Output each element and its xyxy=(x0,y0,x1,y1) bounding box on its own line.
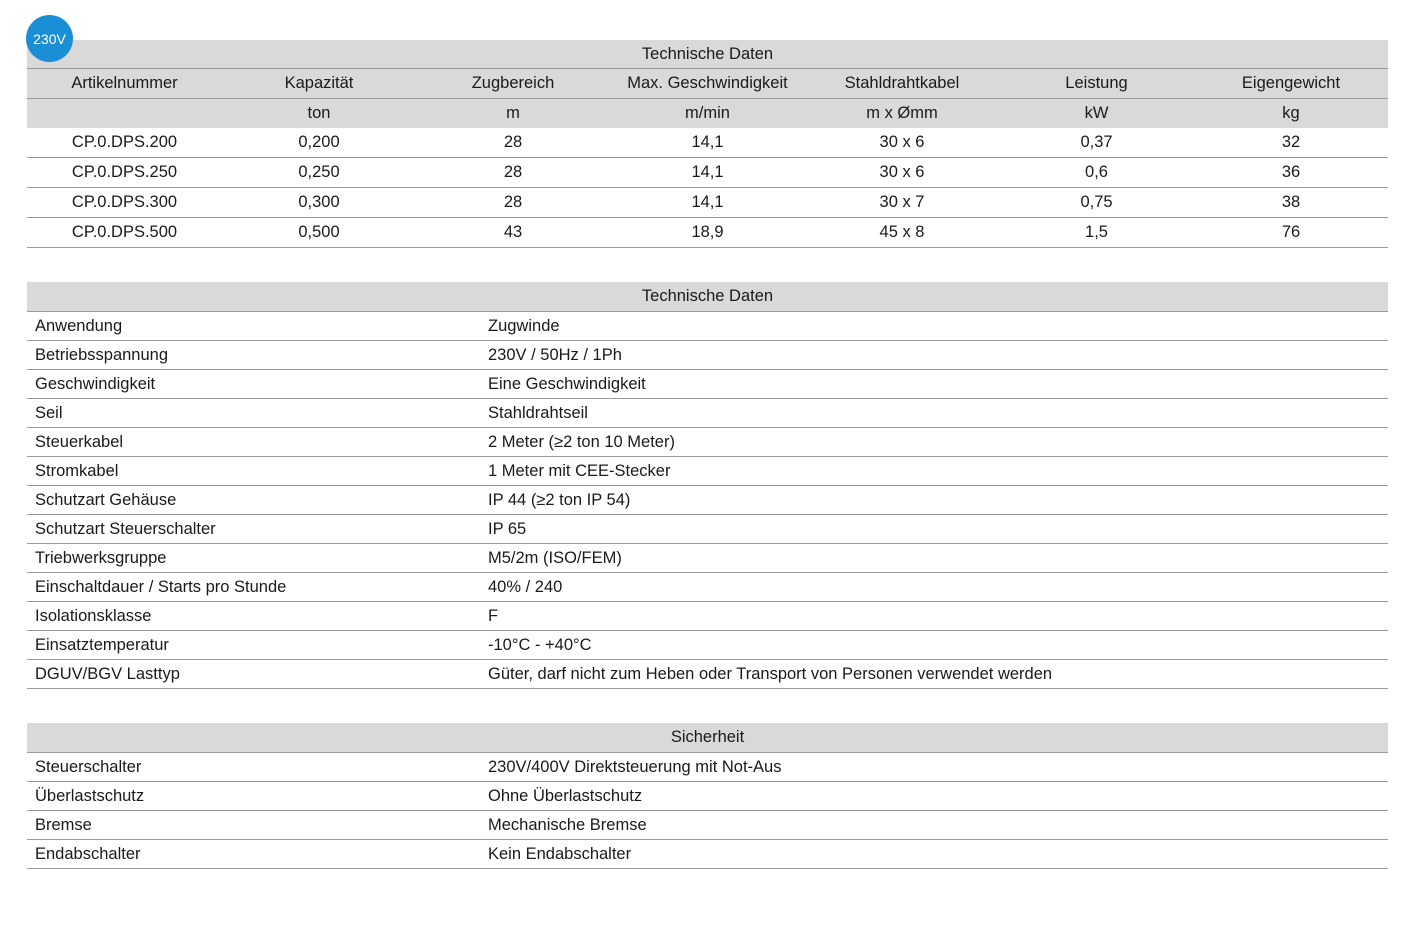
table-row xyxy=(27,840,1388,869)
specs-header-row xyxy=(27,69,1388,99)
table-row xyxy=(27,782,1388,811)
table-row xyxy=(27,370,1388,399)
table-cell: 32 xyxy=(1281,133,1301,151)
row-label: Einschaltdauer / Starts pro Stunde xyxy=(35,577,287,596)
table-cell: 28 xyxy=(503,133,523,151)
table-row xyxy=(27,753,1388,782)
safety-title: Sicherheit xyxy=(27,723,1388,753)
voltage-badge: 230V xyxy=(26,15,73,62)
column-header: Leistung xyxy=(1065,74,1128,92)
table-row xyxy=(27,602,1388,631)
row-value: Eine Geschwindigkeit xyxy=(488,374,646,393)
table-row xyxy=(27,631,1388,660)
table-row xyxy=(27,128,1388,158)
table-row xyxy=(27,457,1388,486)
row-value: Kein Endabschalter xyxy=(488,844,632,863)
table-row xyxy=(27,660,1388,689)
table-cell: 45 x 8 xyxy=(879,223,925,241)
table-cell: 30 x 6 xyxy=(879,133,925,151)
row-value: 1 Meter mit CEE-Stecker xyxy=(488,461,671,480)
row-label: Triebwerksgruppe xyxy=(35,548,167,567)
unit-cell: m x Ømm xyxy=(866,104,938,122)
column-header: Max. Geschwindigkeit xyxy=(627,74,788,92)
row-value: Zugwinde xyxy=(488,316,560,335)
table-row xyxy=(27,544,1388,573)
table-row xyxy=(27,399,1388,428)
table-cell: 14,1 xyxy=(691,193,724,211)
unit-cell: m xyxy=(506,104,520,122)
table-cell: CP.0.DPS.300 xyxy=(71,193,178,211)
table-row xyxy=(27,312,1388,341)
row-label: Einsatztemperatur xyxy=(35,635,169,654)
table-cell: 18,9 xyxy=(691,223,724,241)
unit-cell: kg xyxy=(1282,104,1300,122)
row-label: Schutzart Gehäuse xyxy=(35,490,177,509)
table-row xyxy=(27,188,1388,218)
row-value: Stahldrahtseil xyxy=(488,403,588,422)
row-value: Ohne Überlastschutz xyxy=(488,786,643,805)
table-cell: 0,250 xyxy=(298,163,340,181)
row-value: 2 Meter (≥2 ton 10 Meter) xyxy=(488,432,675,451)
row-label: Überlastschutz xyxy=(35,786,145,805)
table-cell: CP.0.DPS.250 xyxy=(71,163,178,181)
row-label: Schutzart Steuerschalter xyxy=(35,519,216,538)
table-cell: 30 x 6 xyxy=(879,163,925,181)
tech-data-table xyxy=(27,282,1388,689)
table-cell: 43 xyxy=(503,223,523,241)
row-value: 230V/400V Direktsteuerung mit Not-Aus xyxy=(488,757,782,776)
row-label: Anwendung xyxy=(35,316,123,335)
table-cell: 14,1 xyxy=(691,163,724,181)
table-row xyxy=(27,573,1388,602)
unit-cell: m/min xyxy=(685,104,730,122)
table-row xyxy=(27,486,1388,515)
table-cell: 76 xyxy=(1281,223,1301,241)
column-header: Kapazität xyxy=(284,74,354,92)
column-header: Stahldrahtkabel xyxy=(844,74,960,92)
column-header: Zugbereich xyxy=(471,74,555,92)
unit-cell: ton xyxy=(307,104,331,122)
row-value: IP 65 xyxy=(488,519,527,538)
table-row xyxy=(27,428,1388,457)
table-cell: 30 x 7 xyxy=(879,193,925,211)
row-value: Güter, darf nicht zum Heben oder Transport von Personen verwendet werden xyxy=(488,664,1053,683)
row-value: -10°C - +40°C xyxy=(488,635,592,654)
specs-table-title: Technische Daten xyxy=(27,40,1388,69)
row-label: Isolationsklasse xyxy=(35,606,152,625)
row-value: IP 44 (≥2 ton IP 54) xyxy=(488,490,631,509)
table-cell: CP.0.DPS.500 xyxy=(71,223,178,241)
table-cell: 0,6 xyxy=(1085,163,1108,181)
table-cell: 28 xyxy=(503,193,523,211)
table-cell: 36 xyxy=(1281,163,1301,181)
tech-data-title: Technische Daten xyxy=(27,282,1388,312)
row-value: F xyxy=(488,606,499,625)
row-value: 40% / 240 xyxy=(488,577,563,596)
table-cell: 0,37 xyxy=(1080,133,1113,151)
table-row xyxy=(27,158,1388,188)
row-label: Bremse xyxy=(35,815,92,834)
table-cell: 0,500 xyxy=(298,223,340,241)
table-row xyxy=(27,515,1388,544)
specs-units-row xyxy=(27,99,1388,128)
safety-table xyxy=(27,723,1388,869)
table-row xyxy=(27,341,1388,370)
table-cell: 1,5 xyxy=(1085,223,1108,241)
row-label: DGUV/BGV Lasttyp xyxy=(35,664,180,683)
table-row xyxy=(27,811,1388,840)
row-value: Mechanische Bremse xyxy=(488,815,647,834)
row-label: Endabschalter xyxy=(35,844,141,863)
row-label: Betriebsspannung xyxy=(35,345,169,364)
column-header: Eigengewicht xyxy=(1241,74,1341,92)
table-cell: 38 xyxy=(1281,193,1301,211)
row-value: M5/2m (ISO/FEM) xyxy=(488,548,622,567)
row-label: Seil xyxy=(35,403,63,422)
specs-table xyxy=(27,40,1388,248)
column-header: Artikelnummer xyxy=(71,74,178,92)
table-cell: 0,200 xyxy=(298,133,340,151)
row-label: Geschwindigkeit xyxy=(35,374,156,393)
row-label: Steuerkabel xyxy=(35,432,124,451)
row-label: Steuerschalter xyxy=(35,757,142,776)
table-row xyxy=(27,218,1388,248)
table-cell: 14,1 xyxy=(691,133,724,151)
table-cell: 0,75 xyxy=(1080,193,1113,211)
row-value: 230V / 50Hz / 1Ph xyxy=(488,345,622,364)
row-label: Stromkabel xyxy=(35,461,119,480)
table-cell: 0,300 xyxy=(298,193,340,211)
table-cell: 28 xyxy=(503,163,523,181)
table-cell: CP.0.DPS.200 xyxy=(71,133,178,151)
unit-cell: kW xyxy=(1084,104,1109,122)
